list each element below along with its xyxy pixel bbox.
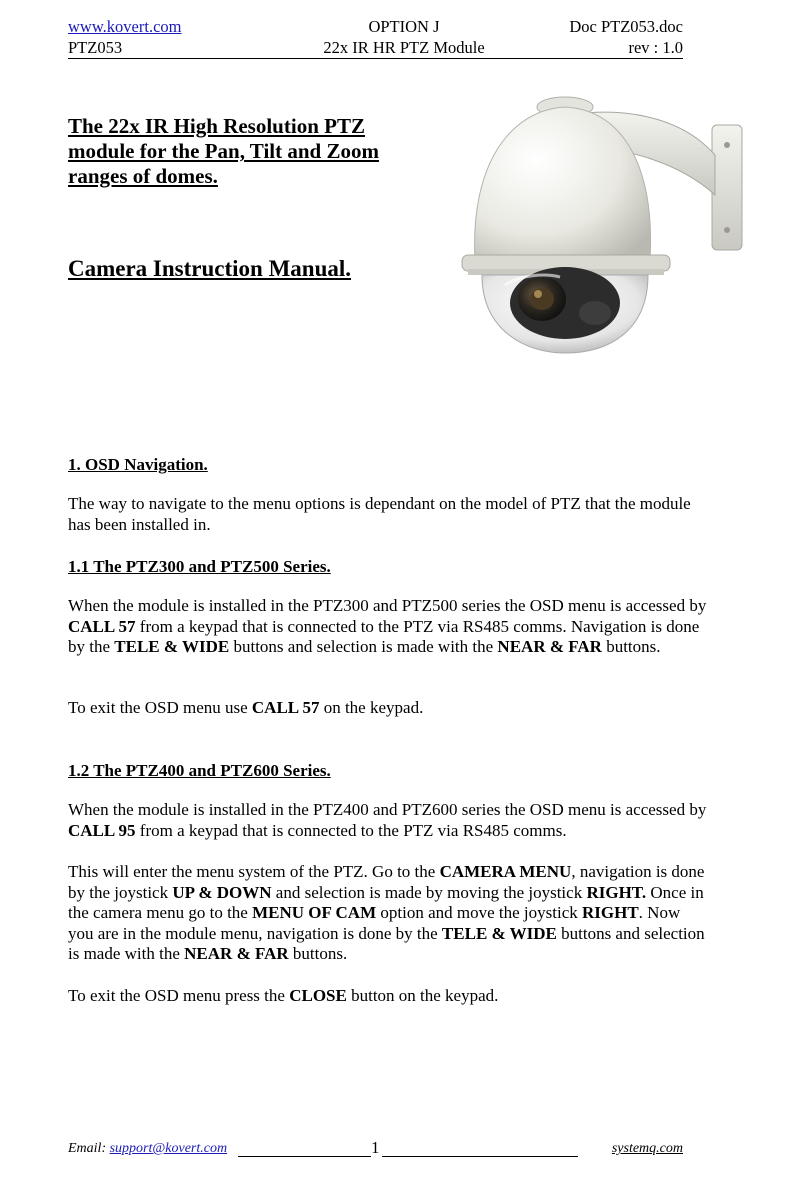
- section-1-2-heading: 1.2 The PTZ400 and PTZ600 Series.: [68, 761, 331, 780]
- footer-site: systemq.com: [611, 1141, 683, 1156]
- document-title: [68, 114, 379, 189]
- manual-title: Camera Instruction Manual.: [68, 256, 352, 281]
- ptz-dome-camera-image: [450, 85, 755, 370]
- header-doc: Doc PTZ053.doc: [569, 17, 683, 36]
- section-1-intro: The way to navigate to the menu options is dependant on the model of PTZ that the module has been installed in.: [68, 494, 691, 534]
- footer-rule-right: [382, 1156, 578, 1157]
- header-module: 22x IR HR PTZ Module: [323, 38, 485, 57]
- section-1-2-paragraph-3: To exit the OSD menu press the CLOSE button on the keypad.: [68, 986, 499, 1005]
- footer-email: Email: support@kovert.com: [68, 1141, 228, 1156]
- section-1-1-paragraph-2: To exit the OSD menu use CALL 57 on the keypad.: [68, 698, 424, 717]
- title-line-2: module for the Pan, Tilt and Zoom: [68, 139, 379, 163]
- header-model: PTZ053: [68, 38, 123, 57]
- title-line-3: ranges of domes.: [68, 164, 218, 188]
- section-1-1-paragraph-1: When the module is installed in the PTZ300 and PTZ500 series the OSD menu is accessed by CALL 57 from a keypad that is connected to the PTZ via RS485 comms. Navigation is done by the TELE & WIDE buttons and selection is made with the NEAR & FAR buttons.: [68, 596, 707, 656]
- title-line-1: The 22x IR High Resolution PTZ: [68, 114, 365, 138]
- header-option: OPTION J: [368, 17, 440, 36]
- section-1-2-paragraph-2: This will enter the menu system of the PTZ. Go to the CAMERA MENU, navigation is done by the joystick UP & DOWN and selection is made by moving the joystick RIGHT. Once in the camera menu go to the MENU OF CAM option and move the joystick RIGHT. Now you are in the module menu, navigation is done by the TELE & WIDE buttons and selection is made with the NEAR & FAR buttons.: [68, 862, 705, 963]
- section-1-2-paragraph-1: When the module is installed in the PTZ400 and PTZ600 series the OSD menu is accessed by CALL 95 from a keypad that is connected to the PTZ via RS485 comms.: [68, 800, 707, 840]
- website-link[interactable]: www.kovert.com: [68, 17, 182, 36]
- page-number: 1: [371, 1138, 380, 1157]
- header-rule: [68, 58, 683, 59]
- section-1-heading: 1. OSD Navigation.: [68, 455, 208, 474]
- footer-rule-left: [238, 1156, 371, 1157]
- section-1-1-heading: 1.1 The PTZ300 and PTZ500 Series.: [68, 557, 331, 576]
- header-rev: rev : 1.0: [628, 38, 683, 57]
- support-email-link[interactable]: support@kovert.com: [109, 1141, 228, 1156]
